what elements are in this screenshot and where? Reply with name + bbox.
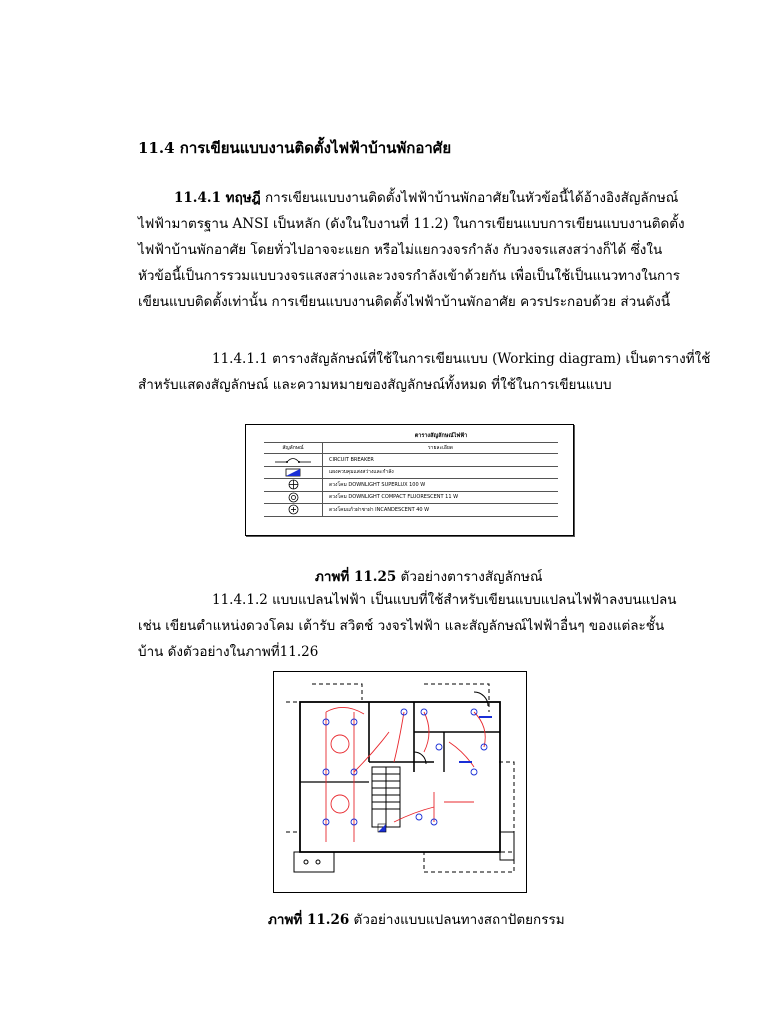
col-desc-header: รายละเอียด bbox=[427, 445, 454, 451]
table-cell-desc: แผงควบคุมแสงสว่างและกำลัง bbox=[329, 469, 394, 476]
caption-label: ภาพที่ 11.25 bbox=[315, 569, 397, 585]
caption-text: ตัวอย่างตารางสัญลักษณ์ bbox=[396, 569, 543, 585]
table-row bbox=[264, 478, 558, 491]
table-cell-desc: CIRCUIT BREAKER bbox=[329, 456, 374, 463]
table-header-row bbox=[264, 442, 558, 453]
symbol-table bbox=[264, 432, 558, 517]
para-line: 11.4.1.1 ตารางสัญลักษณ์ที่ใช้ในการเขียนแบบ (Working diagram) เป็นตารางที่ใช้ bbox=[212, 351, 711, 367]
table-row bbox=[264, 503, 558, 517]
downlight-icon bbox=[288, 479, 299, 490]
caption-text: ตัวอย่างแบบแปลนทางสถาปัตยกรรม bbox=[349, 912, 565, 928]
theory-label: 11.4.1 ทฤษฎี bbox=[174, 190, 261, 206]
table-cell-desc: ดวงโคม DOWNLIGHT SUPERLUX 100 W bbox=[329, 481, 426, 488]
section-heading: 11.4 การเขียนแบบงานติดตั้งไฟฟ้าบ้านพักอาศัย bbox=[138, 139, 452, 157]
symbol-table-paragraph bbox=[138, 346, 711, 398]
panel-board-icon bbox=[285, 468, 301, 477]
floor-plan-drawing bbox=[274, 672, 526, 892]
caption-label: ภาพที่ 11.26 bbox=[268, 912, 350, 928]
figure-caption bbox=[315, 565, 542, 587]
table-title: ตารางสัญลักษณ์ไฟฟ้า bbox=[414, 433, 468, 439]
para-line: หัวข้อนี้เป็นการรวมแบบวงจรแสงสว่างและวงจรกำลังเข้าด้วยกัน เพื่อเป็นใช้เป็นแนวทางในการ bbox=[138, 268, 681, 284]
col-symbol-header: สัญลักษณ์ bbox=[264, 443, 323, 453]
para-line: สำหรับแสดงสัญลักษณ์ และความหมายของสัญลักษณ์ทั้งหมด ที่ใช้ในการเขียนแบบ bbox=[138, 377, 612, 393]
compact-fluorescent-icon bbox=[288, 492, 299, 503]
para-line: 11.4.1.2 แบบแปลนไฟฟ้า เป็นแบบที่ใช้สำหรับเขียนแบบแปลนไฟฟ้าลงบนแปลน bbox=[212, 592, 677, 608]
para-line: เช่น เขียนตำแหน่งดวงโคม เต้ารับ สวิตช์ วงจรไฟฟ้า และสัญลักษณ์ไฟฟ้าอื่นๆ ของแต่ละชั้น bbox=[138, 618, 665, 634]
table-cell-desc: ดวงโคมแก้วฝาชาฝา INCANDESCENT 40 W bbox=[329, 506, 430, 513]
para-line: ไฟฟ้ามาตรฐาน ANSI เป็นหลัก (ดังในใบงานที่ 11.2) ในการเขียนแบบการเขียนแบบงานติดตั้ง bbox=[138, 216, 685, 232]
theory-paragraph bbox=[138, 185, 685, 315]
para-line: บ้าน ดังตัวอย่างในภาพที่11.26 bbox=[138, 644, 319, 660]
figure-caption bbox=[268, 908, 565, 930]
floor-plan-paragraph bbox=[138, 587, 678, 665]
table-row bbox=[264, 453, 558, 466]
para-line: ไฟฟ้าบ้านพักอาศัย โดยทั่วไปอาจจะแยก หรือไม่แยกวงจรกำลัง กับวงจรแสงสว่างก็ได้ ซึ่งใน bbox=[138, 242, 663, 258]
incandescent-icon bbox=[288, 504, 299, 515]
circuit-breaker-icon bbox=[273, 455, 313, 465]
table-cell-desc: ดวงโคม DOWNLIGHT COMPACT FLUORESCENT 11 W bbox=[329, 494, 459, 501]
symbol-table-figure bbox=[245, 424, 574, 536]
table-row bbox=[264, 466, 558, 479]
para-line: เขียนแบบติดตั้งเท่านั้น การเขียนแบบงานติดตั้งไฟฟ้าบ้านพักอาศัย ควรประกอบด้วย ส่วนดังนี้ bbox=[138, 294, 671, 310]
table-row bbox=[264, 491, 558, 504]
para-line: การเขียนแบบงานติดตั้งไฟฟ้าบ้านพักอาศัยในหัวข้อนี้ได้อ้างอิงสัญลักษณ์ bbox=[260, 190, 679, 206]
floor-plan-figure bbox=[273, 671, 527, 893]
